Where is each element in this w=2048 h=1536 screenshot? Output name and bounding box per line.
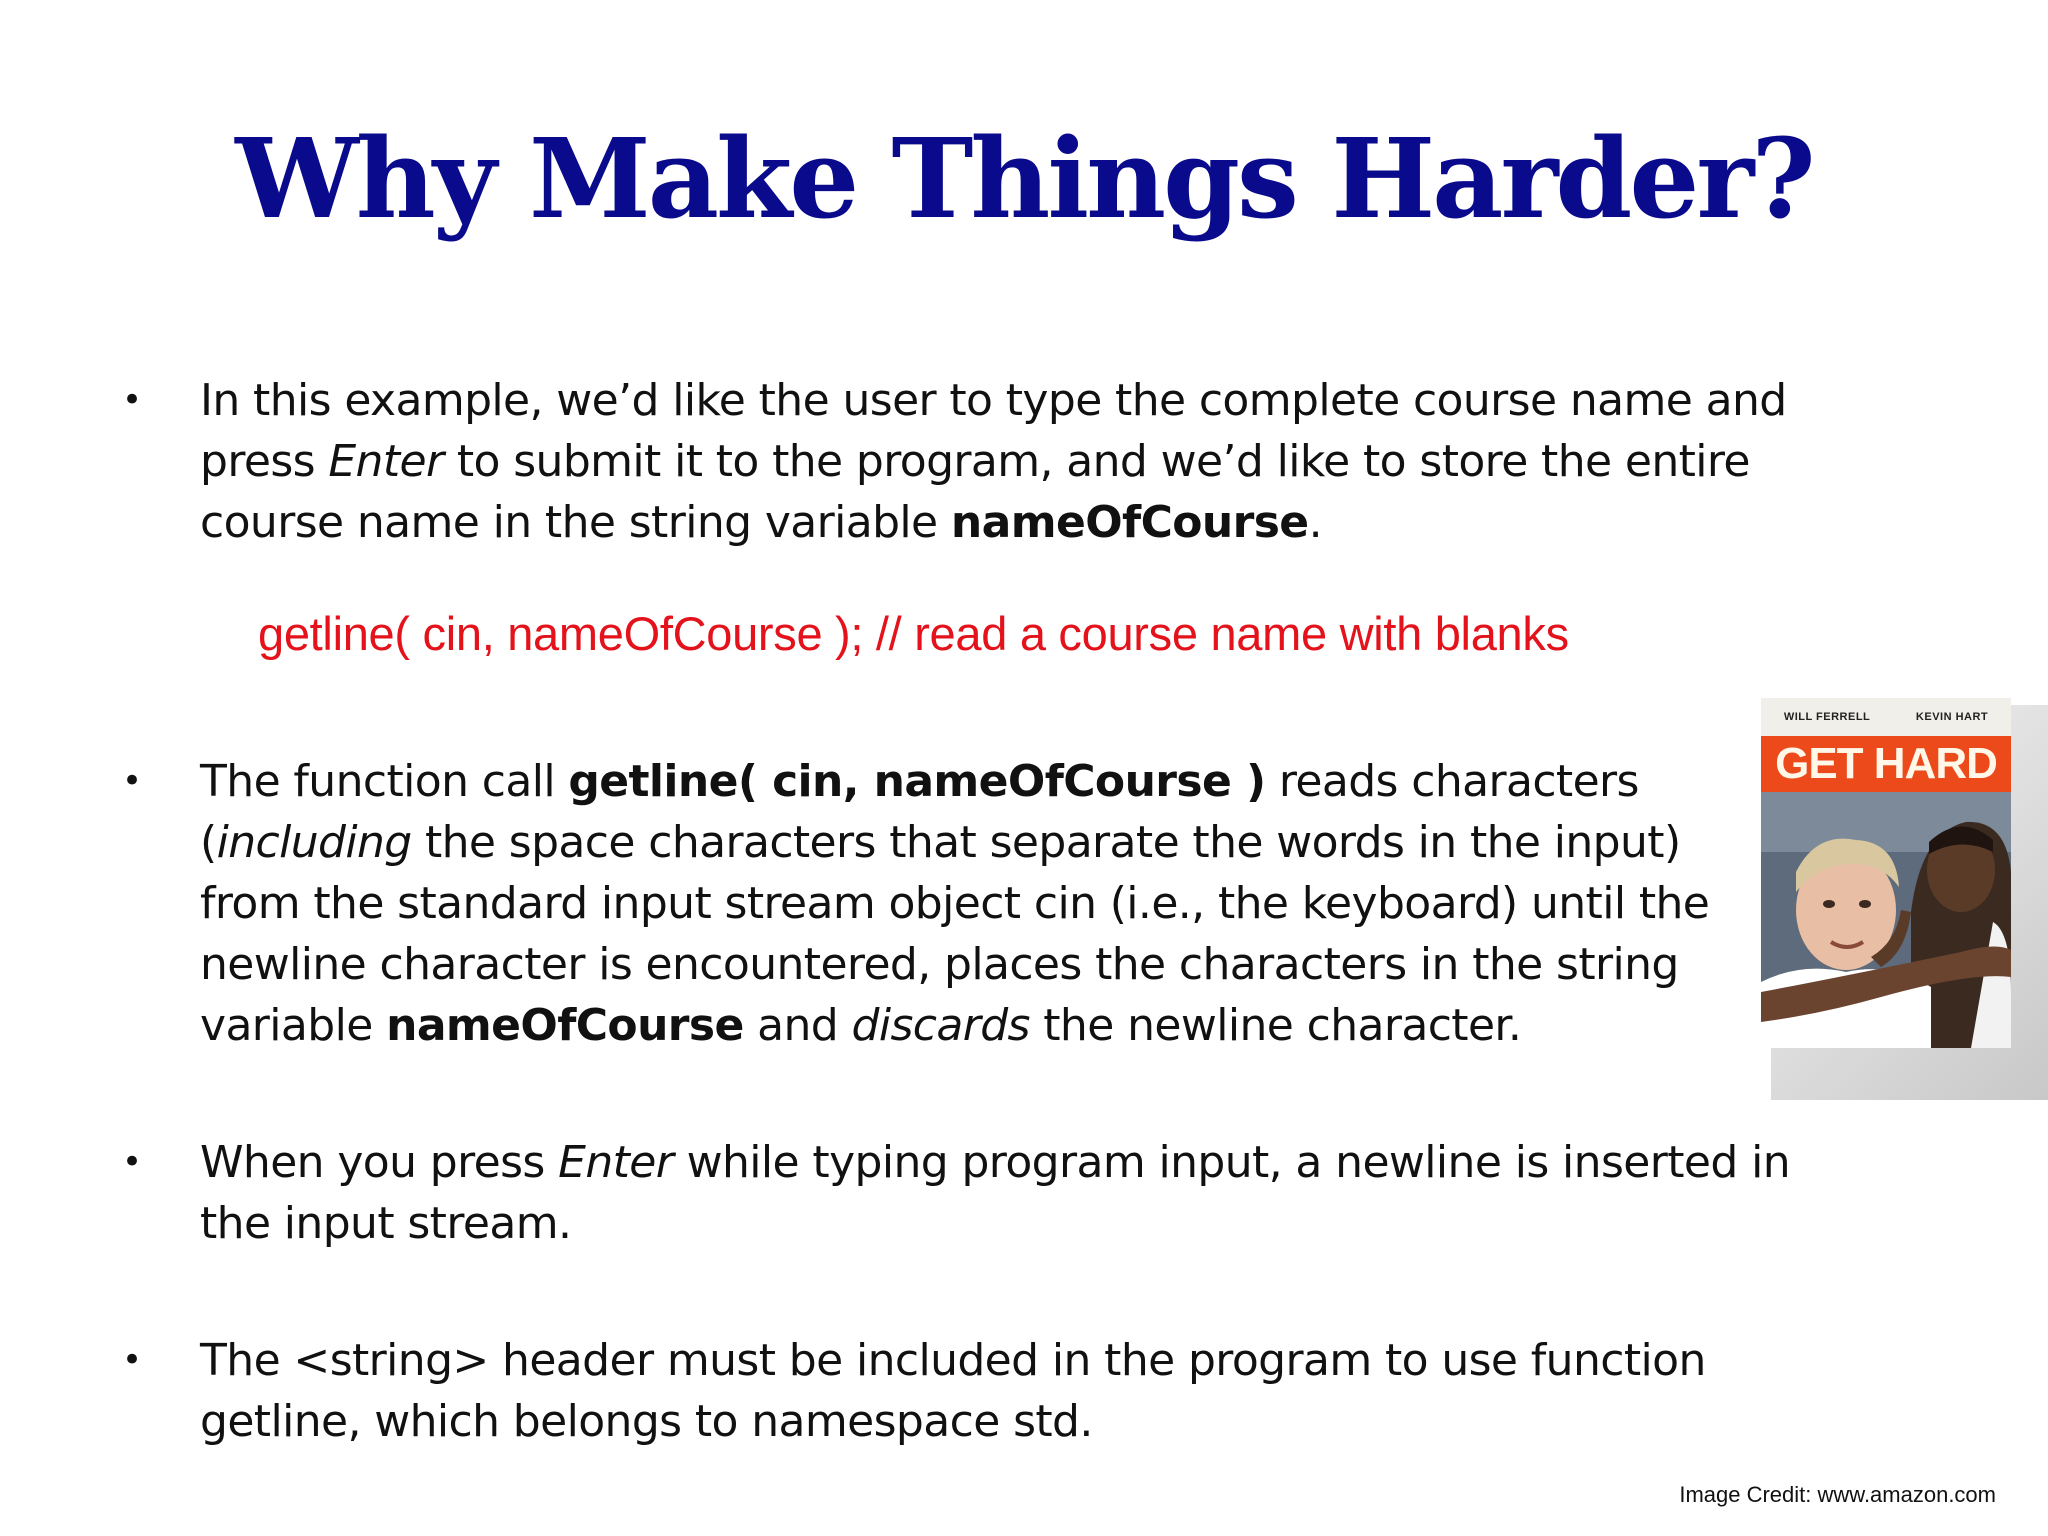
text-run-italic: Enter (558, 1137, 674, 1188)
text-run-normal: while typing program input, a newline is inserted in the input stream. (200, 1137, 1790, 1249)
bullet-marker: • (122, 761, 143, 801)
bullet-marker: • (122, 1340, 143, 1380)
poster-actor-names (1761, 698, 2011, 736)
text-run-italic: Enter (328, 436, 444, 487)
text-run-normal: to submit it to the program, and we’d like to store the entire course name in the string variable (200, 436, 1750, 548)
movie-poster-image (1755, 689, 2048, 1100)
slide-title: Why Make Things Harder? (235, 114, 1813, 243)
text-run-normal: the space characters that separate the words in the input) from the standard input stream object cin (i.e., the keyboard) until the newline character is encountered, places the characters in the string variable (200, 817, 1710, 1051)
text-run-italic: including (216, 817, 412, 868)
text-run-normal: The <string> header must be included in the program to use function getline, which belongs to namespace std. (200, 1335, 1706, 1447)
bullet-text (200, 1330, 1860, 1452)
poster-actor-left: WILL FERRELL (1783, 711, 1871, 723)
text-run-italic: discards (851, 1000, 1030, 1051)
image-credit: Image Credit: www.amazon.com (1679, 1482, 1996, 1507)
text-run-bold: getline( cin, nameOfCourse ) (568, 756, 1266, 807)
poster-art (1761, 792, 2011, 1048)
bullet-marker: • (122, 1142, 143, 1182)
code-example: getline( cin, nameOfCourse ); // read a course name with blanks (258, 607, 1569, 660)
text-run-normal: reads characters ( (200, 756, 1639, 868)
bullet-marker: • (122, 380, 143, 420)
text-run-normal: the newline character. (1029, 1000, 1522, 1051)
text-run-normal: In this example, we’d like the user to type the complete course name and press (200, 375, 1787, 487)
poster-movie-title: GET HARD (1761, 736, 2011, 792)
text-run-bold: nameOfCourse (386, 1000, 744, 1051)
text-run-bold: nameOfCourse (950, 497, 1309, 548)
text-run-normal: . (1308, 497, 1322, 548)
bullet-text (200, 370, 1860, 553)
text-run-normal: and (743, 1000, 852, 1051)
text-run-normal: The function call (200, 756, 569, 807)
poster-actor-right: KEVIN HART (1915, 711, 1989, 723)
bullet-text (200, 1132, 1860, 1254)
bullet-text (200, 751, 1780, 1056)
movie-poster (1761, 698, 2011, 1048)
text-run-normal: When you press (200, 1137, 559, 1188)
